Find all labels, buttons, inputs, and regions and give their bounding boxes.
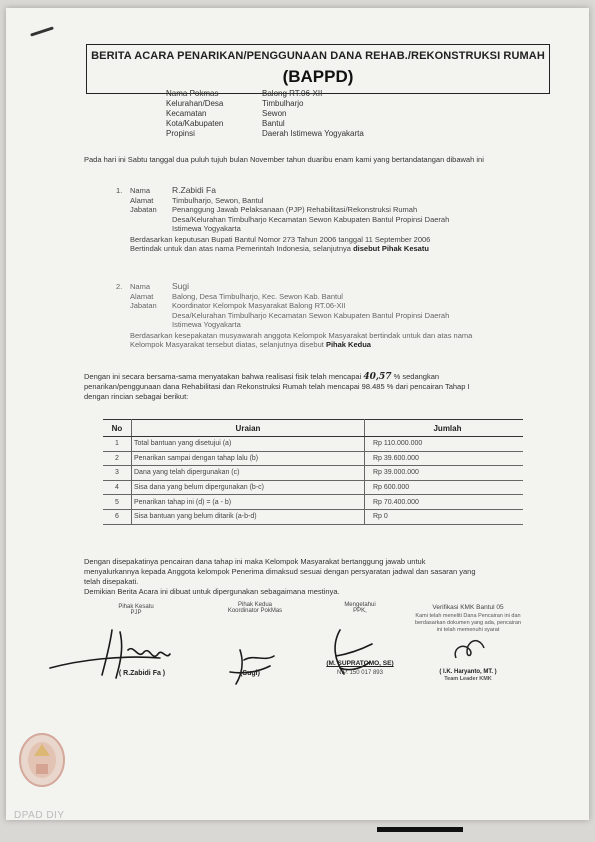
signatory-title: PJP: [130, 610, 142, 616]
closing-text: menyalurkannya kepada Anggota kelompok Penerima dimaksud sesuai dengan persyaratan jadwal dan sasaran yang: [84, 567, 476, 576]
signatory-name: ( R.Zabidi Fa ): [118, 670, 166, 677]
verifier-name: ( I.K. Haryanto, MT. ): [439, 669, 497, 675]
verification-signature: [438, 638, 498, 666]
row-amount: Rp 39.600.000: [365, 451, 524, 466]
col-header-uraian: Uraian: [132, 420, 365, 437]
row-number: 5: [103, 495, 132, 510]
signatory-title: Koordinator PokMas: [227, 608, 283, 614]
signature-stroke: [335, 630, 372, 674]
document-title: BERITA ACARA PENARIKAN/PENGGUNAAN DANA REHAB./REKONSTRUKSI RUMAH: [91, 50, 545, 62]
handwritten-percentage: 40,57: [363, 372, 392, 382]
signatory-name: (M. SUPRATOMO, SE): [326, 660, 394, 667]
table-row: [103, 480, 523, 495]
party-designation: Pihak Kedua: [325, 340, 371, 349]
fund-table: [103, 419, 523, 525]
signatory-title: PPK,: [353, 608, 367, 614]
closing-text: telah disepakati.: [84, 577, 139, 586]
table-row: [103, 495, 523, 510]
party-position: Desa/Kelurahan Timbulharjo Kecamatan Sewon Kabupaten Bantul Propinsi Daerah: [172, 310, 450, 320]
row-description: Penarikan tahap ini (d) = (a - b): [132, 495, 365, 510]
row-description: Total bantuan yang disetujui (a): [132, 437, 365, 452]
row-description: Dana yang telah dipergunakan (c): [132, 466, 365, 481]
party-name: Sugi: [172, 281, 190, 291]
signature-block-three: [320, 602, 400, 614]
info-label: Kota/Kabupaten: [166, 119, 224, 128]
row-description: Penarikan sampai dengan tahap lalu (b): [132, 451, 365, 466]
col-header-jumlah: Jumlah: [365, 420, 524, 437]
table-row: [103, 437, 523, 452]
party-position: Istimewa Yogyakarta: [172, 320, 241, 329]
closing-paragraph: [84, 557, 529, 597]
party-two: [116, 282, 492, 350]
verification-stamp: [412, 604, 524, 683]
row-description: Sisa dana yang belum dipergunakan (b-c): [132, 480, 365, 495]
signature-stroke: [230, 650, 274, 684]
party-position: Koordinator Kelompok Masyarakat Balong RT.06-XII: [172, 301, 346, 310]
pokmas-info: [166, 89, 364, 139]
signatory-name: (Sugi): [240, 670, 260, 677]
closing-text: Demikian Berita Acara ini dibuat untuk dipergunakan sebagaimana mestinya.: [84, 587, 340, 596]
party-label: Jabatan: [130, 205, 157, 214]
signatory-role: Mengetahui: [344, 602, 376, 608]
party-basis: Berdasarkan keputusan Bupati Bantul Nomor 273 Tahun 2006 tanggal 11 September 2006: [130, 234, 431, 244]
row-amount: Rp 70.400.000: [365, 495, 524, 510]
party-designation: disebut Pihak Kesatu: [353, 244, 429, 253]
party-basis: Bertindak untuk dan atas nama Pemerintah Indonesia, selanjutnya: [130, 244, 351, 253]
statement-text: % sedangkan: [393, 372, 440, 381]
table-header-row: [103, 420, 523, 437]
statement-text: dengan rincian sebagai berikut:: [84, 392, 189, 401]
info-value: Timbulharjo: [262, 99, 304, 108]
row-amount: Rp 600.000: [365, 480, 524, 495]
verifier-title: Team Leader KMK: [444, 676, 492, 682]
row-amount: Rp 39.000.000: [365, 466, 524, 481]
signatory-role: Pihak Kedua: [237, 602, 273, 608]
table-row: [103, 451, 523, 466]
info-label: Nama Pokmas: [166, 89, 219, 98]
table-row: [103, 466, 523, 481]
info-value: Balong RT.06-XII: [262, 89, 323, 98]
party-address: Timbulharjo, Sewon, Bantul: [172, 195, 264, 205]
info-value: Bantul: [262, 119, 285, 128]
statement-paragraph: [84, 372, 529, 402]
document-header: [86, 44, 550, 94]
signatory-nip: NIP. 150 017 893: [337, 670, 383, 676]
pen-mark: [30, 26, 54, 36]
verification-title: Verifikasi KMK Bantul 05: [432, 604, 504, 611]
row-number: 4: [103, 480, 132, 495]
party-number: 1.: [116, 186, 123, 195]
row-number: 2: [103, 451, 132, 466]
signature-block-two: [210, 602, 300, 614]
party-address: Balong, Desa Timbulharjo, Kec. Sewon Kab. Bantul: [172, 291, 343, 301]
document-code: (BAPPD): [282, 67, 354, 86]
party-label: Nama: [130, 282, 151, 291]
intro-paragraph: Pada hari ini Sabtu tanggal dua puluh tujuh bulan November tahun duaribu enam kami yang bertandatangan dibawah ini: [84, 155, 484, 164]
party-name: R.Zabidi Fa: [172, 185, 216, 195]
row-number: 3: [103, 466, 132, 481]
row-number: 1: [103, 437, 132, 452]
col-header-no: No: [103, 420, 132, 437]
closing-text: Dengan disepakatinya pencairan dana tahap ini maka Kelompok Masyarakat bertanggung jawab untuk: [84, 557, 426, 566]
row-number: 6: [103, 509, 132, 524]
info-value: Sewon: [262, 109, 287, 118]
statement-text: penarikan/penggunaan dana Rehabilitasi dan Rekonstruksi Rumah telah mencapai 98.485 % dari pencairan Tahap I: [84, 382, 470, 391]
signature-block-one: [96, 604, 176, 616]
party-position: Desa/Kelurahan Timbulharjo Kecamatan Sewon Kabupaten Bantul Propinsi Daerah: [172, 214, 450, 224]
party-one: [116, 186, 492, 254]
statement-text: Dengan ini secara bersama-sama menyatakan bahwa realisasi fisik telah mencapai: [84, 372, 362, 381]
party-label: Jabatan: [130, 301, 157, 310]
party-label: Nama: [130, 186, 151, 195]
verification-text: Kami telah meneliti Dana Pencairan ini dan berdasarkan dokumen yang ada, pencairan ini telah memenuhi syarat: [414, 613, 522, 633]
party-position: Penanggung Jawab Pelaksanaan (PJP) Rehabilitasi/Rekonstruksi Rumah: [172, 205, 418, 214]
info-label: Propinsi: [166, 129, 195, 138]
row-amount: Rp 0: [365, 509, 524, 524]
signatory-role: Pihak Kesatu: [118, 604, 154, 610]
table-row: [103, 509, 523, 524]
party-position: Istimewa Yogyakarta: [172, 224, 241, 233]
party-basis: Kelompok Masyarakat tersebut diatas, selanjutnya disebut: [130, 340, 324, 349]
party-label: Alamat: [130, 291, 154, 301]
regional-seal-icon: [14, 726, 70, 790]
info-label: Kelurahan/Desa: [166, 99, 224, 108]
row-description: Sisa bantuan yang belum ditarik (a-b-d): [132, 509, 365, 524]
info-label: Kecamatan: [166, 109, 207, 118]
info-value: Daerah Istimewa Yogyakarta: [262, 129, 364, 138]
archive-watermark: DPAD DIY: [14, 810, 65, 821]
scan-edge-bar: [377, 827, 463, 832]
party-label: Alamat: [130, 195, 154, 205]
row-amount: Rp 110.000.000: [365, 437, 524, 452]
handwritten-signatures: [40, 620, 440, 690]
party-number: 2.: [116, 282, 123, 291]
party-basis: Berdasarkan kesepakatan musyawarah anggota Kelompok Masyarakat bertindak untuk dan atas nama: [130, 330, 473, 340]
